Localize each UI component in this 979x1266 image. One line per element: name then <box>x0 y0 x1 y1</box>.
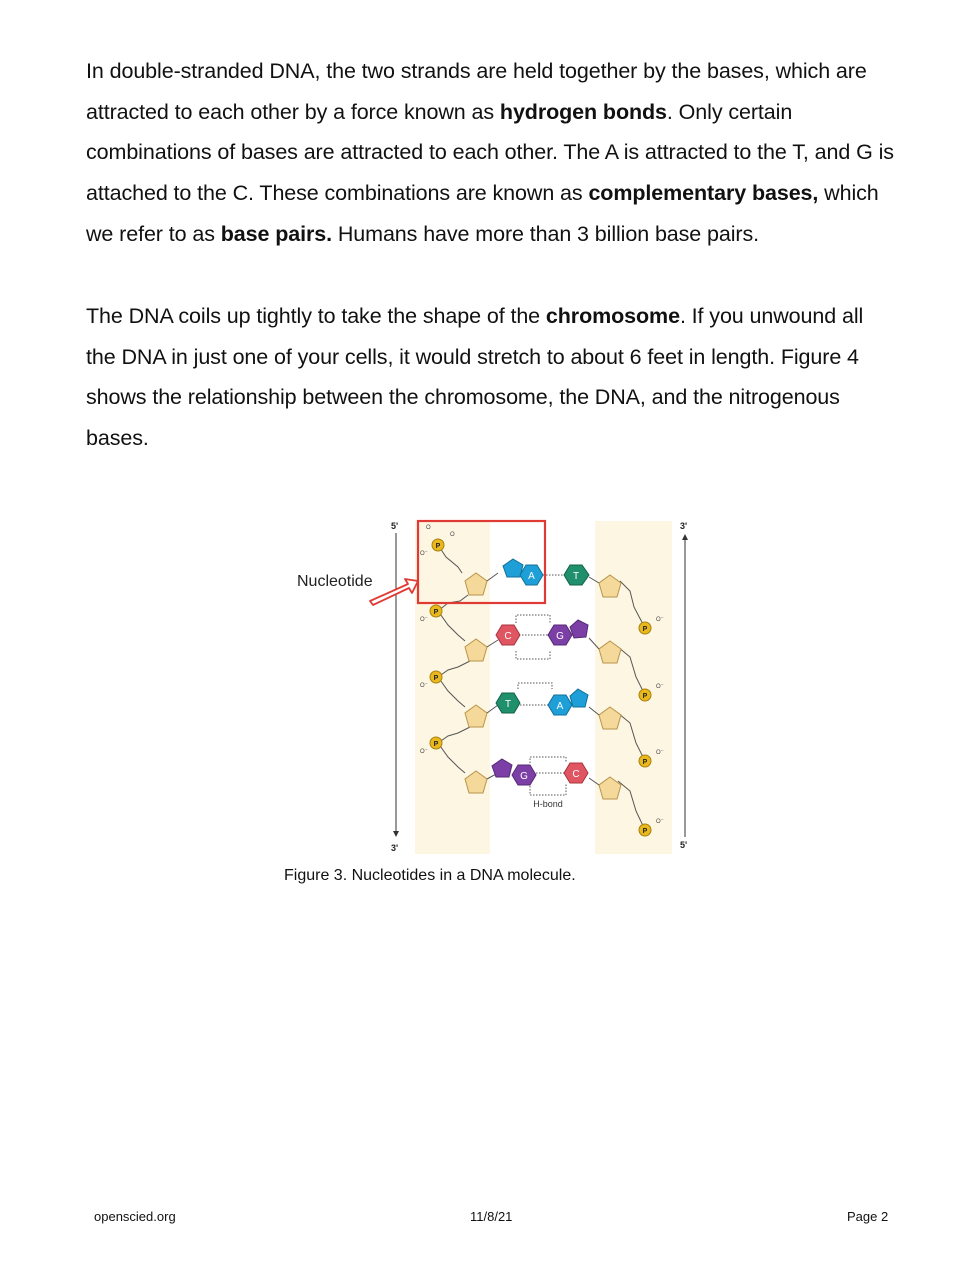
oxygen-label: O⁻ <box>656 617 664 623</box>
oxygen-label: O⁻ <box>420 551 428 557</box>
footer-page-number: Page 2 <box>847 1209 889 1224</box>
base-label-g: G <box>520 771 528 782</box>
h-bond-label: H-bond <box>533 799 563 809</box>
oxygen-label: O⁻ <box>656 684 664 690</box>
nucleotide-callout-label: Nucleotide <box>297 573 373 590</box>
text-run: which we refer to as <box>86 181 879 246</box>
phosphate-label: P <box>642 759 648 766</box>
nucleotide-callout-arrow <box>370 579 418 605</box>
base-pair-3 <box>496 689 588 715</box>
phosphate-label: P <box>435 543 441 550</box>
sugar-base-links <box>487 573 599 785</box>
footer-site: openscied.org <box>94 1209 176 1224</box>
hydrogen-bonds <box>516 575 566 795</box>
oxygen-label: O⁻ <box>656 819 664 825</box>
phosphate-label: P <box>642 693 648 700</box>
base-g-pentagon <box>492 759 512 777</box>
text-run: . Only certain combinations of bases are attracted to each other. The A is attracted to the T, and G is attached to the C. These combinations are known as <box>86 99 894 206</box>
paragraph-hydrogen-bonds <box>86 51 898 255</box>
base-pair-4 <box>492 759 588 785</box>
text-run: In double-stranded DNA, the two strands are held together by the bases, which are attracted to each other by a force known as <box>86 59 867 124</box>
text-run: The DNA coils up tightly to take the shape of the <box>86 304 546 328</box>
oxygen-label: O <box>426 525 431 531</box>
figure-caption: Figure 3. Nucleotides in a DNA molecule. <box>284 867 576 884</box>
base-label-a: A <box>528 571 535 582</box>
text-run: Humans have more than 3 billion base pairs. <box>331 221 760 246</box>
dna-nucleotide-figure <box>290 515 700 860</box>
base-a-pentagon <box>570 689 588 707</box>
bold-term-complementary-bases: complementary bases, <box>588 181 819 206</box>
right-5-prime-label: 5' <box>680 840 688 850</box>
oxygen-label: O⁻ <box>420 683 428 689</box>
bold-term-hydrogen-bonds: hydrogen bonds <box>499 99 667 124</box>
base-g-pentagon <box>570 620 588 638</box>
base-label-c: C <box>572 769 580 780</box>
base-label-t: T <box>572 571 580 582</box>
right-3-prime-label: 3' <box>680 521 688 531</box>
footer-date: 11/8/21 <box>470 1209 513 1224</box>
base-label-g: G <box>556 631 564 642</box>
phosphate-label: P <box>433 741 439 748</box>
text-run: . If you unwound all the DNA in just one of your cells, it would stretch to about 6 feet in length. Figure 4 shows the relationship between the chromosome, the DNA, and the nitrogenous bases. <box>86 304 864 451</box>
base-label-a: A <box>556 701 564 712</box>
bold-term-chromosome: chromosome <box>545 304 680 328</box>
phosphate-label: P <box>433 609 439 616</box>
left-5-prime-label: 5' <box>391 521 399 531</box>
phosphate-label: P <box>642 828 648 835</box>
oxygen-label: O <box>450 532 455 538</box>
oxygen-label: O⁻ <box>656 750 664 756</box>
oxygen-label: O⁻ <box>420 617 428 623</box>
phosphate-label: P <box>433 675 439 682</box>
bold-term-base-pairs: base pairs. <box>220 221 332 246</box>
phosphate-label: P <box>642 626 648 633</box>
oxygen-label: O⁻ <box>420 749 428 755</box>
base-pair-2 <box>496 620 588 645</box>
base-label-t: T <box>504 699 512 710</box>
base-label-c: C <box>504 631 512 642</box>
left-3-prime-label: 3' <box>391 843 399 853</box>
paragraph-chromosome <box>86 296 898 459</box>
